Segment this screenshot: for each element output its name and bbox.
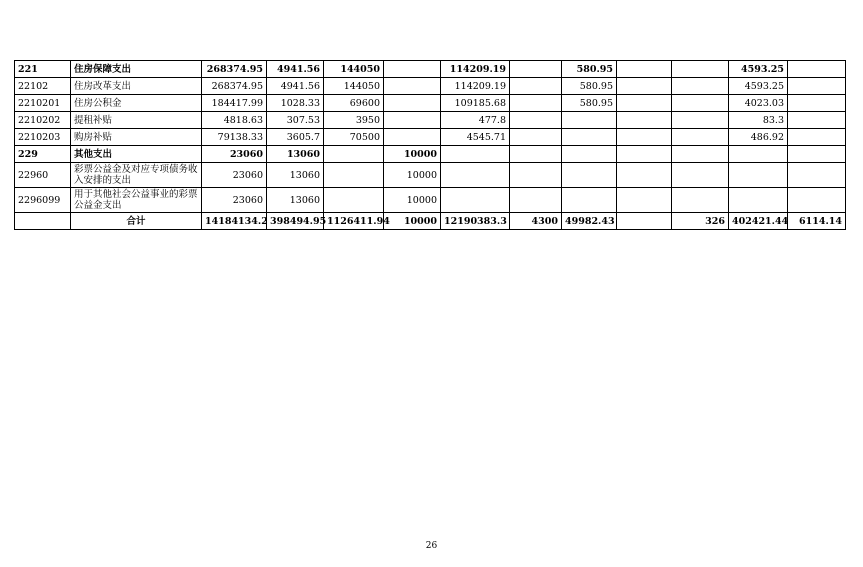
total-amount-cell: 1126411.94 bbox=[324, 213, 384, 230]
amount-cell: 109185.68 bbox=[441, 95, 510, 112]
amount-cell bbox=[510, 112, 562, 129]
table-body bbox=[15, 61, 846, 230]
subject-code-cell: 2210202 bbox=[15, 112, 71, 129]
amount-cell bbox=[510, 146, 562, 163]
amount-cell bbox=[672, 78, 729, 95]
amount-cell: 4593.25 bbox=[729, 61, 788, 78]
amount-cell bbox=[672, 188, 729, 213]
amount-cell bbox=[617, 61, 672, 78]
amount-cell bbox=[672, 61, 729, 78]
amount-cell bbox=[384, 61, 441, 78]
amount-cell bbox=[441, 146, 510, 163]
table-row bbox=[15, 95, 846, 112]
total-amount-cell: 49982.43 bbox=[562, 213, 617, 230]
amount-cell: 13060 bbox=[267, 163, 324, 188]
table-row bbox=[15, 163, 846, 188]
subject-code-cell: 229 bbox=[15, 146, 71, 163]
amount-cell: 70500 bbox=[324, 129, 384, 146]
amount-cell bbox=[788, 95, 846, 112]
total-amount-cell bbox=[617, 213, 672, 230]
amount-cell: 580.95 bbox=[562, 95, 617, 112]
empty-code-cell bbox=[15, 213, 71, 230]
amount-cell bbox=[672, 163, 729, 188]
subject-code-cell: 2210203 bbox=[15, 129, 71, 146]
amount-cell bbox=[672, 95, 729, 112]
amount-cell bbox=[617, 112, 672, 129]
amount-cell: 4545.71 bbox=[441, 129, 510, 146]
amount-cell bbox=[672, 146, 729, 163]
amount-cell bbox=[324, 188, 384, 213]
amount-cell: 268374.95 bbox=[202, 61, 267, 78]
amount-cell bbox=[617, 129, 672, 146]
total-amount-cell: 6114.14 bbox=[788, 213, 846, 230]
total-row bbox=[15, 213, 846, 230]
amount-cell bbox=[788, 188, 846, 213]
table-row bbox=[15, 61, 846, 78]
total-amount-cell: 402421.44 bbox=[729, 213, 788, 230]
amount-cell bbox=[510, 95, 562, 112]
table-row bbox=[15, 188, 846, 213]
amount-cell bbox=[510, 129, 562, 146]
amount-cell bbox=[562, 163, 617, 188]
table-row bbox=[15, 129, 846, 146]
amount-cell bbox=[384, 129, 441, 146]
amount-cell bbox=[384, 95, 441, 112]
amount-cell bbox=[672, 129, 729, 146]
subject-name-cell: 彩票公益金及对应专项债务收入安排的支出 bbox=[71, 163, 202, 188]
total-amount-cell: 12190383.3 bbox=[441, 213, 510, 230]
amount-cell bbox=[729, 146, 788, 163]
total-amount-cell: 10000 bbox=[384, 213, 441, 230]
amount-cell: 3605.7 bbox=[267, 129, 324, 146]
amount-cell bbox=[617, 95, 672, 112]
amount-cell bbox=[788, 112, 846, 129]
amount-cell: 580.95 bbox=[562, 61, 617, 78]
subject-name-cell: 住房改革支出 bbox=[71, 78, 202, 95]
amount-cell bbox=[510, 163, 562, 188]
total-amount-cell: 326 bbox=[672, 213, 729, 230]
amount-cell: 23060 bbox=[202, 188, 267, 213]
amount-cell: 69600 bbox=[324, 95, 384, 112]
amount-cell bbox=[562, 146, 617, 163]
amount-cell: 10000 bbox=[384, 163, 441, 188]
amount-cell: 307.53 bbox=[267, 112, 324, 129]
subject-code-cell: 22102 bbox=[15, 78, 71, 95]
total-amount-cell: 14184134.2 bbox=[202, 213, 267, 230]
total-amount-cell: 4300 bbox=[510, 213, 562, 230]
amount-cell: 1028.33 bbox=[267, 95, 324, 112]
page-number: 26 bbox=[425, 541, 438, 551]
amount-cell: 4818.63 bbox=[202, 112, 267, 129]
amount-cell: 79138.33 bbox=[202, 129, 267, 146]
amount-cell: 114209.19 bbox=[441, 78, 510, 95]
subject-name-cell: 提租补贴 bbox=[71, 112, 202, 129]
table-row bbox=[15, 112, 846, 129]
amount-cell: 268374.95 bbox=[202, 78, 267, 95]
amount-cell: 13060 bbox=[267, 146, 324, 163]
amount-cell bbox=[788, 146, 846, 163]
amount-cell bbox=[324, 163, 384, 188]
subject-name-cell: 住房保障支出 bbox=[71, 61, 202, 78]
amount-cell: 4941.56 bbox=[267, 78, 324, 95]
amount-cell: 4023.03 bbox=[729, 95, 788, 112]
subject-name-cell: 用于其他社会公益事业的彩票公益金支出 bbox=[71, 188, 202, 213]
amount-cell: 3950 bbox=[324, 112, 384, 129]
amount-cell: 114209.19 bbox=[441, 61, 510, 78]
amount-cell bbox=[510, 61, 562, 78]
amount-cell bbox=[510, 78, 562, 95]
total-amount-cell: 398494.95 bbox=[267, 213, 324, 230]
subject-code-cell: 22960 bbox=[15, 163, 71, 188]
subject-code-cell: 2296099 bbox=[15, 188, 71, 213]
amount-cell bbox=[617, 163, 672, 188]
total-label: 合计 bbox=[71, 213, 202, 230]
amount-cell bbox=[617, 146, 672, 163]
amount-cell bbox=[729, 163, 788, 188]
subject-name-cell: 住房公积金 bbox=[71, 95, 202, 112]
amount-cell: 13060 bbox=[267, 188, 324, 213]
amount-cell bbox=[510, 188, 562, 213]
amount-cell: 144050 bbox=[324, 61, 384, 78]
amount-cell bbox=[441, 188, 510, 213]
amount-cell: 477.8 bbox=[441, 112, 510, 129]
amount-cell: 23060 bbox=[202, 163, 267, 188]
amount-cell bbox=[788, 163, 846, 188]
amount-cell bbox=[562, 129, 617, 146]
budget-table bbox=[14, 60, 846, 230]
subject-name-cell: 购房补贴 bbox=[71, 129, 202, 146]
amount-cell bbox=[384, 112, 441, 129]
amount-cell bbox=[729, 188, 788, 213]
amount-cell: 10000 bbox=[384, 146, 441, 163]
amount-cell: 144050 bbox=[324, 78, 384, 95]
amount-cell bbox=[441, 163, 510, 188]
amount-cell bbox=[384, 78, 441, 95]
amount-cell bbox=[788, 78, 846, 95]
amount-cell: 4593.25 bbox=[729, 78, 788, 95]
amount-cell bbox=[788, 61, 846, 78]
amount-cell: 83.3 bbox=[729, 112, 788, 129]
amount-cell bbox=[672, 112, 729, 129]
subject-code-cell: 2210201 bbox=[15, 95, 71, 112]
amount-cell: 10000 bbox=[384, 188, 441, 213]
amount-cell: 486.92 bbox=[729, 129, 788, 146]
subject-code-cell: 221 bbox=[15, 61, 71, 78]
amount-cell: 184417.99 bbox=[202, 95, 267, 112]
amount-cell bbox=[617, 188, 672, 213]
table-row bbox=[15, 78, 846, 95]
amount-cell bbox=[562, 188, 617, 213]
amount-cell bbox=[324, 146, 384, 163]
subject-name-cell: 其他支出 bbox=[71, 146, 202, 163]
amount-cell: 580.95 bbox=[562, 78, 617, 95]
amount-cell bbox=[788, 129, 846, 146]
amount-cell: 23060 bbox=[202, 146, 267, 163]
amount-cell bbox=[617, 78, 672, 95]
amount-cell bbox=[562, 112, 617, 129]
table-row bbox=[15, 146, 846, 163]
amount-cell: 4941.56 bbox=[267, 61, 324, 78]
